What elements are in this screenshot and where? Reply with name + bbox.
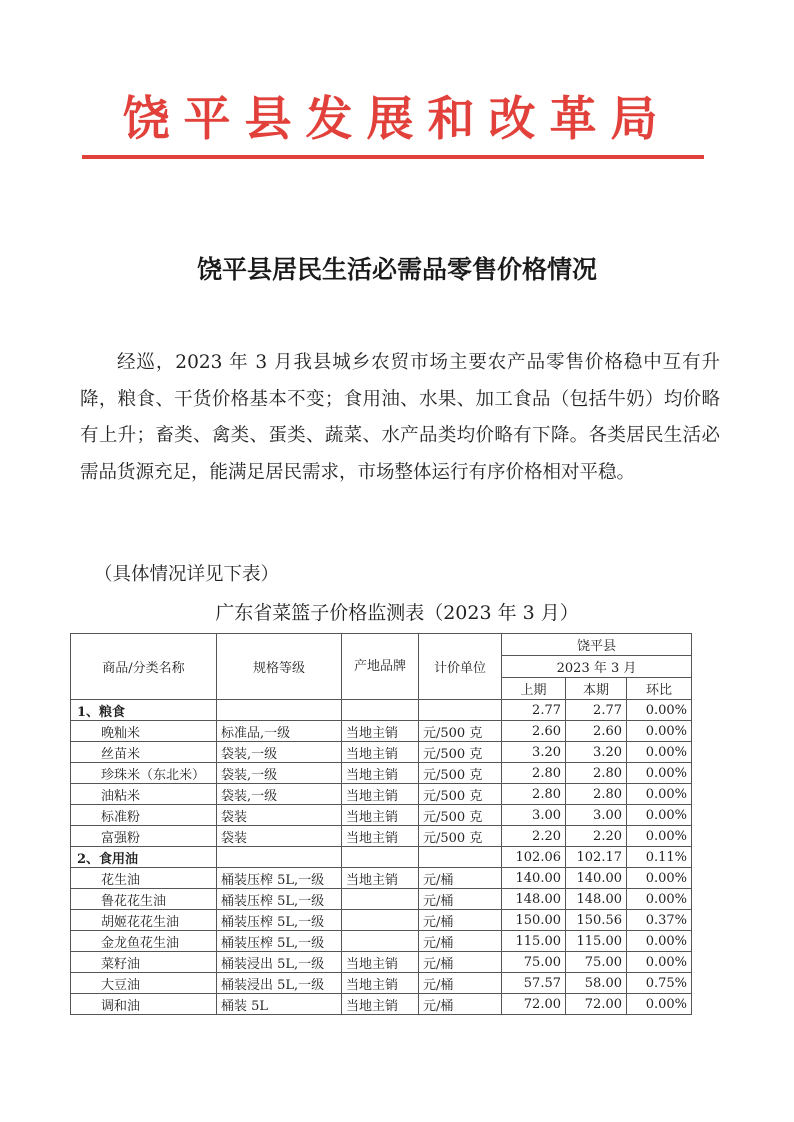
- cell-spec: 桶装压榨 5L,一级: [217, 910, 342, 931]
- cell-origin: 当地主销: [342, 721, 419, 742]
- cell-curr: 75.00: [566, 952, 627, 973]
- cell-product: 1、粮食: [71, 700, 217, 721]
- cell-unit: 元/500 克: [419, 805, 502, 826]
- cell-change: 0.00%: [627, 826, 692, 847]
- cell-product: 胡姬花花生油: [71, 910, 217, 931]
- cell-origin: 当地主销: [342, 973, 419, 994]
- cell-change: 0.00%: [627, 763, 692, 784]
- cell-curr: 2.80: [566, 763, 627, 784]
- cell-product: 鲁花花生油: [71, 889, 217, 910]
- cell-change: 0.00%: [627, 931, 692, 952]
- header-change: 环比: [627, 678, 692, 700]
- cell-product: 2、食用油: [71, 847, 217, 868]
- cell-change: 0.00%: [627, 742, 692, 763]
- cell-origin: [342, 847, 419, 868]
- header-spec: 规格等级: [217, 634, 342, 700]
- table-row: [71, 910, 692, 931]
- table-row: [71, 889, 692, 910]
- cell-prev: 75.00: [502, 952, 566, 973]
- cell-prev: 2.60: [502, 721, 566, 742]
- cell-prev: 72.00: [502, 994, 566, 1015]
- cell-product: 晚籼米: [71, 721, 217, 742]
- cell-product: 金龙鱼花生油: [71, 931, 217, 952]
- cell-change: 0.00%: [627, 721, 692, 742]
- cell-change: 0.75%: [627, 973, 692, 994]
- cell-origin: 当地主销: [342, 994, 419, 1015]
- cell-origin: 当地主销: [342, 742, 419, 763]
- cell-prev: 115.00: [502, 931, 566, 952]
- table-category-row: [71, 700, 692, 721]
- org-letterhead-title: 饶平县发展和改革局: [122, 92, 672, 147]
- cell-prev: 2.80: [502, 784, 566, 805]
- table-category-row: [71, 847, 692, 868]
- cell-curr: 3.00: [566, 805, 627, 826]
- cell-curr: 140.00: [566, 868, 627, 889]
- cell-change: 0.00%: [627, 889, 692, 910]
- table-row: [71, 805, 692, 826]
- header-unit: 计价单位: [419, 634, 502, 700]
- cell-spec: [217, 847, 342, 868]
- cell-unit: 元/桶: [419, 994, 502, 1015]
- cell-spec: [217, 700, 342, 721]
- cell-prev: 150.00: [502, 910, 566, 931]
- cell-origin: [342, 889, 419, 910]
- price-table-body: [71, 700, 692, 1015]
- cell-prev: 2.80: [502, 763, 566, 784]
- cell-product: 富强粉: [71, 826, 217, 847]
- cell-unit: [419, 847, 502, 868]
- document-paragraph: 经巡，2023 年 3 月我县城乡农贸市场主要农产品零售价格稳中互有升降，粮食、干货价格基本不变；食用油、水果、加工食品（包括牛奶）均价略有上升；畜类、禽类、蛋类、蔬菜、水产品类均价略有下降。各类居民生活必需品货源充足，能满足居民需求，市场整体运行有序价格相对平稳。: [80, 352, 720, 483]
- cell-unit: 元/桶: [419, 910, 502, 931]
- header-curr: 本期: [566, 678, 627, 700]
- cell-curr: 2.80: [566, 784, 627, 805]
- table-row: [71, 973, 692, 994]
- cell-product: 调和油: [71, 994, 217, 1015]
- cell-curr: 2.60: [566, 721, 627, 742]
- cell-curr: 3.20: [566, 742, 627, 763]
- table-row: [71, 868, 692, 889]
- cell-spec: 袋装,一级: [217, 742, 342, 763]
- cell-product: 菜籽油: [71, 952, 217, 973]
- cell-spec: 桶装 5L: [217, 994, 342, 1015]
- cell-unit: 元/500 克: [419, 763, 502, 784]
- cell-prev: 57.57: [502, 973, 566, 994]
- cell-unit: 元/桶: [419, 889, 502, 910]
- table-row: [71, 742, 692, 763]
- cell-product: 标准粉: [71, 805, 217, 826]
- cell-curr: 2.20: [566, 826, 627, 847]
- letterhead-divider: [82, 155, 704, 159]
- table-row: [71, 931, 692, 952]
- cell-curr: 148.00: [566, 889, 627, 910]
- cell-unit: [419, 700, 502, 721]
- cell-spec: 袋装,一级: [217, 784, 342, 805]
- cell-spec: 桶装压榨 5L,一级: [217, 889, 342, 910]
- cell-product: 丝苗米: [71, 742, 217, 763]
- cell-curr: 102.17: [566, 847, 627, 868]
- cell-product: 珍珠米（东北米）: [71, 763, 217, 784]
- cell-origin: [342, 931, 419, 952]
- cell-spec: 桶装压榨 5L,一级: [217, 931, 342, 952]
- cell-unit: 元/500 克: [419, 721, 502, 742]
- cell-spec: 桶装浸出 5L,一级: [217, 973, 342, 994]
- cell-change: 0.00%: [627, 868, 692, 889]
- cell-spec: 桶装浸出 5L,一级: [217, 952, 342, 973]
- cell-prev: 3.20: [502, 742, 566, 763]
- cell-change: 0.00%: [627, 784, 692, 805]
- cell-product: 大豆油: [71, 973, 217, 994]
- cell-origin: [342, 910, 419, 931]
- cell-change: 0.37%: [627, 910, 692, 931]
- cell-unit: 元/500 克: [419, 826, 502, 847]
- cell-unit: 元/桶: [419, 952, 502, 973]
- cell-origin: 当地主销: [342, 952, 419, 973]
- cell-change: 0.00%: [627, 994, 692, 1015]
- table-title: 广东省菜篮子价格监测表（2023 年 3 月）: [215, 602, 579, 624]
- cell-prev: 2.77: [502, 700, 566, 721]
- cell-prev: 140.00: [502, 868, 566, 889]
- cell-curr: 150.56: [566, 910, 627, 931]
- cell-change: 0.00%: [627, 700, 692, 721]
- cell-product: 油粘米: [71, 784, 217, 805]
- cell-unit: 元/桶: [419, 868, 502, 889]
- cell-prev: 148.00: [502, 889, 566, 910]
- document-title: 饶平县居民生活必需品零售价格情况: [196, 255, 597, 284]
- header-prev: 上期: [502, 678, 566, 700]
- header-origin: 产地品牌: [342, 634, 419, 700]
- price-table: [70, 633, 692, 1015]
- cell-origin: 当地主销: [342, 763, 419, 784]
- cell-spec: 袋装: [217, 805, 342, 826]
- table-row: [71, 763, 692, 784]
- cell-spec: 袋装: [217, 826, 342, 847]
- cell-change: 0.00%: [627, 805, 692, 826]
- cell-prev: 102.06: [502, 847, 566, 868]
- header-period: 2023 年 3 月: [502, 656, 692, 678]
- cell-origin: 当地主销: [342, 868, 419, 889]
- cell-curr: 58.00: [566, 973, 627, 994]
- cell-curr: 72.00: [566, 994, 627, 1015]
- table-row: [71, 826, 692, 847]
- cell-origin: [342, 700, 419, 721]
- cell-change: 0.00%: [627, 952, 692, 973]
- table-row: [71, 784, 692, 805]
- cell-spec: 袋装,一级: [217, 763, 342, 784]
- cell-unit: 元/500 克: [419, 742, 502, 763]
- cell-spec: 桶装压榨 5L,一级: [217, 868, 342, 889]
- cell-unit: 元/500 克: [419, 784, 502, 805]
- cell-prev: 3.00: [502, 805, 566, 826]
- header-region: 饶平县: [502, 634, 692, 656]
- header-product: 商品/分类名称: [71, 634, 217, 700]
- cell-spec: 标准品,一级: [217, 721, 342, 742]
- cell-origin: 当地主销: [342, 805, 419, 826]
- table-row: [71, 721, 692, 742]
- cell-origin: 当地主销: [342, 784, 419, 805]
- cell-change: 0.11%: [627, 847, 692, 868]
- table-reference-note: （具体情况详见下表）: [94, 564, 280, 585]
- cell-origin: 当地主销: [342, 826, 419, 847]
- cell-product: 花生油: [71, 868, 217, 889]
- cell-prev: 2.20: [502, 826, 566, 847]
- cell-unit: 元/桶: [419, 931, 502, 952]
- table-row: [71, 952, 692, 973]
- cell-curr: 2.77: [566, 700, 627, 721]
- cell-curr: 115.00: [566, 931, 627, 952]
- table-row: [71, 994, 692, 1015]
- cell-unit: 元/桶: [419, 973, 502, 994]
